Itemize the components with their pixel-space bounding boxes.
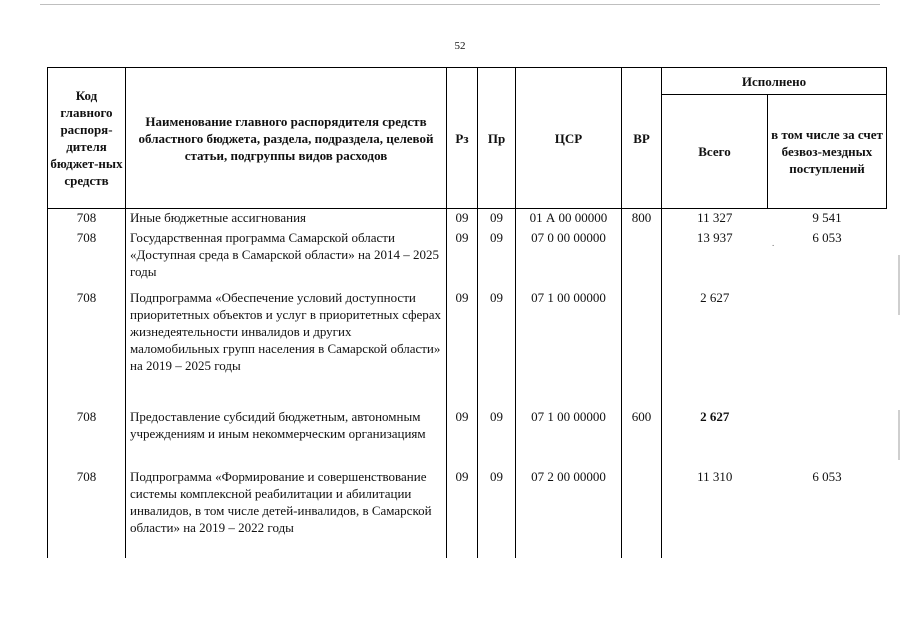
cell-total: 13 937 — [696, 229, 733, 245]
cell-csr: 07 1 00 00000 — [516, 289, 622, 408]
cell-rz: 09 — [447, 408, 478, 468]
header-pr: Пр — [478, 68, 516, 209]
cell-name: Предоставление субсидий бюджетным, автономным учреждениям и иным некоммерческим организациям — [126, 408, 447, 468]
cell-vr — [622, 229, 662, 289]
cell-rz: 09 — [447, 468, 478, 558]
cell-free: 6 053 — [812, 468, 842, 484]
cell-pr: 09 — [478, 468, 516, 558]
cell-csr: 07 0 00 00000 — [516, 229, 622, 289]
cell-csr: 07 2 00 00000 — [516, 468, 622, 558]
table-row — [48, 468, 887, 558]
cell-vr — [622, 289, 662, 408]
cell-free: 6 053 — [812, 229, 842, 245]
header-code: Код главного распоря-дителя бюджет-ных средств — [48, 68, 126, 209]
page-number: 52 — [454, 40, 466, 52]
scan-edge-mark — [898, 410, 900, 460]
header-csr: ЦСР — [516, 68, 622, 209]
header-total: Всего — [662, 95, 768, 209]
scan-speck: . — [772, 238, 775, 248]
cell-pr: 09 — [478, 408, 516, 468]
cell-name: Подпрограмма «Обеспечение условий доступности приоритетных объектов и услуг в приоритетных сферах жизнедеятельности инвалидов и других маломобильных групп населения в Самарской области» на 2019 – 2025 годы — [126, 289, 447, 408]
header-name: Наименование главного распорядителя средств областного бюджета, раздела, подраздела, целевой статьи, подгруппы видов расходов — [126, 68, 447, 209]
table-row — [48, 209, 887, 229]
cell-csr: 01 А 00 00000 — [516, 209, 622, 229]
cell-name: Иные бюджетные ассигнования — [126, 209, 447, 229]
table-row — [48, 229, 887, 289]
cell-code: 708 — [48, 229, 126, 289]
cell-code: 708 — [48, 408, 126, 468]
cell-name: Подпрограмма «Формирование и совершенствование системы комплексной реабилитации и абилитации инвалидов, в том числе детей-инвалидов, в Самарской области» на 2019 – 2022 годы — [126, 468, 447, 558]
cell-free — [768, 408, 887, 468]
header-rz: Рз — [447, 68, 478, 209]
cell-csr: 07 1 00 00000 — [516, 408, 622, 468]
cell-rz: 09 — [447, 229, 478, 289]
cell-free: 9 541 — [768, 209, 887, 229]
cell-total: 2 627 — [700, 289, 730, 305]
cell-pr: 09 — [478, 209, 516, 229]
header-executed: Исполнено — [662, 68, 887, 95]
header-vr: ВР — [622, 68, 662, 209]
table-row — [48, 408, 887, 468]
cell-total: 2 627 — [700, 408, 730, 424]
cell-free — [768, 289, 887, 408]
cell-vr: 800 — [622, 209, 662, 229]
cell-pr: 09 — [478, 229, 516, 289]
scan-edge-mark — [898, 255, 900, 315]
cell-name: Государственная программа Самарской области «Доступная среда в Самарской области» на 2014 – 2025 годы — [126, 229, 447, 289]
cell-vr — [622, 468, 662, 558]
table-row — [48, 289, 887, 408]
cell-vr: 600 — [622, 408, 662, 468]
cell-code: 708 — [48, 468, 126, 558]
scan-top-rule — [40, 4, 880, 5]
cell-code: 708 — [48, 209, 126, 229]
cell-rz: 09 — [447, 289, 478, 408]
cell-total: 11 310 — [697, 468, 733, 484]
header-free: в том числе за счет безвоз-мездных поступлений — [768, 95, 887, 209]
budget-table — [47, 67, 887, 558]
cell-pr: 09 — [478, 289, 516, 408]
cell-rz: 09 — [447, 209, 478, 229]
cell-code: 708 — [48, 289, 126, 408]
cell-total: 11 327 — [662, 209, 768, 229]
